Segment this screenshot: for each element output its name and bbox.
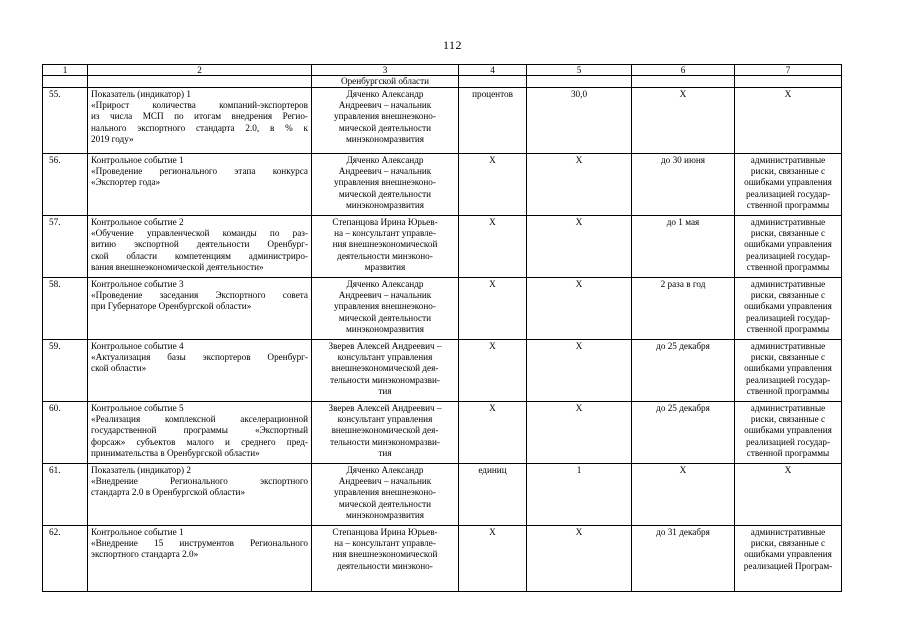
resp-line: деятельности минэконо- — [337, 250, 433, 261]
resp-line: на – консультант управле- — [334, 538, 436, 549]
risks-cell — [735, 216, 842, 278]
desc-line: государственной программы «Экспортный — [91, 425, 308, 436]
risks-cell — [735, 526, 842, 592]
desc-line: вания внешнеэкономической деятельности» — [91, 261, 264, 272]
resp-line: мической деятельности — [338, 122, 432, 133]
row-number-cell: 58. — [43, 278, 88, 340]
event-description-cell — [88, 278, 312, 340]
risks-line: реализацией государ- — [745, 312, 830, 323]
resp-line: минэкономразвития — [345, 323, 425, 334]
value-cell: Х — [527, 402, 632, 464]
desc-line: 2019 году» — [91, 133, 134, 144]
resp-line: мической деятельности — [338, 188, 432, 199]
desc-line: нального экспортного стандарта 2.0, в % к — [91, 122, 308, 133]
resp-line: Дяченко Александр — [346, 465, 424, 475]
desc-line: стандарта 2.0 в Оренбургской области» — [91, 487, 246, 498]
table-row — [43, 88, 842, 154]
row-number-cell: 59. — [43, 340, 88, 402]
risks-line: ошибками управления — [744, 425, 832, 436]
program-events-table — [42, 64, 842, 592]
deadline-cell: Х — [632, 464, 735, 526]
value-cell: Х — [527, 340, 632, 402]
table-row — [43, 402, 842, 464]
deadline-cell: до 25 декабря — [632, 402, 735, 464]
desc-line: Контрольное событие 3 — [91, 279, 184, 289]
risks-line: административные — [750, 341, 826, 351]
risks-line: риски, связанные с — [750, 538, 826, 549]
resp-line: управления внешнеэконо- — [334, 177, 436, 188]
desc-line: «Проведение заседания Экспортного совета — [91, 290, 308, 301]
risks-line: реализацией государ- — [745, 188, 830, 199]
desc-line: «Реализация комплексной акселерационной — [91, 414, 308, 425]
risks-line: риски, связанные с — [750, 228, 826, 239]
responsible-person-cell — [312, 340, 459, 402]
resp-line: консультант управления — [337, 414, 433, 425]
desc-line: «Внедрение Регионального экспортного — [91, 476, 308, 487]
unit-cell: Х — [459, 216, 527, 278]
unit-cell: процентов — [459, 88, 527, 154]
risks-line: административные — [750, 217, 826, 227]
resp-line: управления внешнеэконо- — [334, 111, 436, 122]
column-number: 2 — [88, 65, 312, 76]
risks-line: риски, связанные с — [750, 166, 826, 177]
risks-cell — [735, 154, 842, 216]
column-number: 3 — [312, 65, 459, 76]
risks-line: Х — [784, 465, 792, 475]
risks-line: административные — [750, 527, 826, 537]
risks-line: ошибками управления — [744, 239, 832, 250]
resp-line: мической деятельности — [338, 498, 432, 509]
row-number-cell: 57. — [43, 216, 88, 278]
desc-line: ской области компетенциям администриро- — [91, 250, 308, 261]
unit-cell: Х — [459, 154, 527, 216]
event-description-cell — [88, 464, 312, 526]
resp-line: внешнеэкономической дея- — [331, 425, 439, 436]
desc-line: «Внедрение 15 инструментов Регионального — [91, 538, 308, 549]
risks-line: ственной программы — [746, 199, 830, 210]
risks-line: ошибками управления — [744, 549, 832, 560]
table-row — [43, 278, 842, 340]
desc-line: витию экспортной деятельности Оренбург- — [91, 239, 308, 250]
risks-line: риски, связанные с — [750, 352, 826, 363]
risks-line: Х — [784, 89, 792, 99]
risks-line: ственной программы — [746, 385, 830, 396]
desc-line: «Экспортер года» — [91, 177, 161, 188]
event-description-cell — [88, 154, 312, 216]
table-row — [43, 154, 842, 216]
unit-cell: Х — [459, 402, 527, 464]
risks-line: ственной программы — [746, 447, 830, 458]
desc-line: экспортного стандарта 2.0» — [91, 549, 199, 560]
resp-line: Зверев Алексей Андреевич – — [328, 341, 442, 351]
resp-line: минэкономразвития — [345, 133, 425, 144]
resp-line: ния внешнеэкономической — [332, 549, 438, 560]
risks-cell — [735, 278, 842, 340]
risks-line: ственной программы — [746, 323, 830, 334]
desc-line: Контрольное событие 1 — [91, 155, 184, 165]
event-description-cell — [88, 340, 312, 402]
continuation-text: Оренбургской области — [312, 76, 459, 88]
column-number: 1 — [43, 65, 88, 76]
risks-line: ошибками управления — [744, 301, 832, 312]
responsible-person-cell — [312, 402, 459, 464]
resp-line: тельности минэкономразви- — [330, 436, 440, 447]
resp-line: минэкономразвития — [345, 199, 425, 210]
resp-line: Дяченко Александр — [346, 155, 424, 165]
responsible-person-cell — [312, 154, 459, 216]
desc-line: принимательства в Оренбургской области» — [91, 447, 260, 458]
desc-line: Показатель (индикатор) 1 — [91, 89, 191, 99]
resp-line: на – консультант управле- — [334, 228, 436, 239]
resp-line: внешнеэкономической дея- — [331, 363, 439, 374]
value-cell: 1 — [527, 464, 632, 526]
risks-line: реализацией государ- — [745, 250, 830, 261]
unit-cell: Х — [459, 526, 527, 592]
resp-line: Зверев Алексей Андреевич – — [328, 403, 442, 413]
column-number-row — [43, 65, 842, 76]
risks-line: реализацией государ- — [745, 374, 830, 385]
desc-line: при Губернаторе Оренбургской области» — [91, 301, 252, 312]
responsible-person-cell — [312, 526, 459, 592]
unit-cell: единиц — [459, 464, 527, 526]
row-number-cell: 56. — [43, 154, 88, 216]
resp-line: Андреевич – начальник — [338, 166, 432, 177]
risks-cell — [735, 402, 842, 464]
value-cell: Х — [527, 216, 632, 278]
resp-line: Андреевич – начальник — [338, 100, 432, 111]
resp-line: мразвития — [364, 261, 406, 272]
desc-line: Контрольное событие 4 — [91, 341, 184, 351]
unit-cell: Х — [459, 278, 527, 340]
resp-line: тельности минэкономразви- — [330, 374, 440, 385]
event-description-cell — [88, 216, 312, 278]
deadline-cell: до 31 декабря — [632, 526, 735, 592]
desc-line: «Актуализация базы экспортеров Оренбург- — [91, 352, 308, 363]
deadline-cell: до 30 июня — [632, 154, 735, 216]
table-row — [43, 464, 842, 526]
deadline-cell: до 1 мая — [632, 216, 735, 278]
desc-line: «Обучение управленческой команды по раз- — [91, 228, 308, 239]
risks-line: административные — [750, 403, 826, 413]
risks-line: реализацией Програм- — [743, 560, 833, 571]
resp-line: Степанцова Ирина Юрьев- — [332, 527, 438, 537]
resp-line: мической деятельности — [338, 312, 432, 323]
resp-line: Степанцова Ирина Юрьев- — [332, 217, 438, 227]
row-number-cell: 55. — [43, 88, 88, 154]
responsible-person-cell — [312, 464, 459, 526]
resp-line: консультант управления — [337, 352, 433, 363]
event-description-cell — [88, 402, 312, 464]
continuation-row — [43, 76, 842, 88]
deadline-cell: 2 раза в год — [632, 278, 735, 340]
resp-line: управления внешнеэконо- — [334, 301, 436, 312]
risks-line: риски, связанные с — [750, 414, 826, 425]
desc-line: «Проведение регионального этапа конкурса — [91, 166, 308, 177]
deadline-cell: Х — [632, 88, 735, 154]
value-cell: Х — [527, 526, 632, 592]
value-cell: Х — [527, 278, 632, 340]
desc-line: «Прирост количества компаний-экспортеров — [91, 100, 308, 111]
responsible-person-cell — [312, 88, 459, 154]
resp-line: управления внешнеэконо- — [334, 487, 436, 498]
responsible-person-cell — [312, 278, 459, 340]
value-cell: Х — [527, 154, 632, 216]
risks-line: реализацией государ- — [745, 436, 830, 447]
risks-line: ошибками управления — [744, 363, 832, 374]
risks-cell — [735, 88, 842, 154]
column-number: 6 — [632, 65, 735, 76]
resp-line: Андреевич – начальник — [338, 476, 432, 487]
resp-line: ния внешнеэкономической — [332, 239, 438, 250]
page-number: 112 — [442, 38, 463, 52]
row-number-cell: 62. — [43, 526, 88, 592]
resp-line: тия — [378, 447, 392, 458]
risks-cell — [735, 340, 842, 402]
resp-line: Дяченко Александр — [346, 279, 424, 289]
resp-line: Андреевич – начальник — [338, 290, 432, 301]
table-row — [43, 526, 842, 592]
desc-line: форсаж» субъектов малого и среднего пред- — [91, 436, 308, 447]
desc-line: из числа МСП по итогам внедрения Регио- — [91, 111, 308, 122]
row-number-cell: 61. — [43, 464, 88, 526]
column-number: 7 — [735, 65, 842, 76]
column-number: 5 — [527, 65, 632, 76]
row-number-cell: 60. — [43, 402, 88, 464]
resp-line: тия — [378, 385, 392, 396]
desc-line: Контрольное событие 5 — [91, 403, 184, 413]
responsible-person-cell — [312, 216, 459, 278]
risks-line: административные — [750, 279, 826, 289]
resp-line: минэкономразвития — [345, 509, 425, 520]
deadline-cell: до 25 декабря — [632, 340, 735, 402]
value-cell: 30,0 — [527, 88, 632, 154]
table-row — [43, 216, 842, 278]
desc-line: ской области» — [91, 363, 147, 374]
desc-line: Показатель (индикатор) 2 — [91, 465, 191, 475]
event-description-cell — [88, 526, 312, 592]
risks-line: ошибками управления — [744, 177, 832, 188]
resp-line: деятельности минэконо- — [337, 560, 433, 571]
desc-line: Контрольное событие 2 — [91, 217, 184, 227]
risks-line: ственной программы — [746, 261, 830, 272]
desc-line: Контрольное событие 1 — [91, 527, 184, 537]
resp-line: Дяченко Александр — [346, 89, 424, 99]
risks-line: административные — [750, 155, 826, 165]
event-description-cell — [88, 88, 312, 154]
table-row — [43, 340, 842, 402]
risks-cell — [735, 464, 842, 526]
column-number: 4 — [459, 65, 527, 76]
unit-cell: Х — [459, 340, 527, 402]
risks-line: риски, связанные с — [750, 290, 826, 301]
